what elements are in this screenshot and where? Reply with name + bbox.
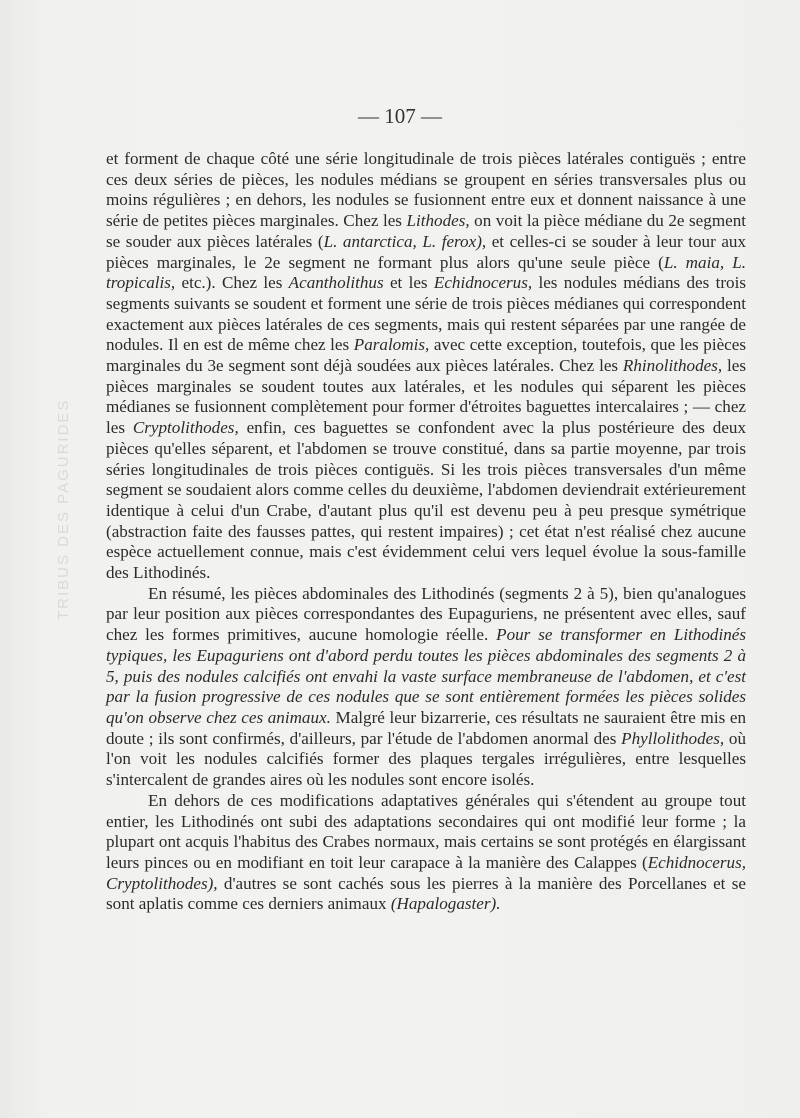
italic-run: Paralomis, <box>353 335 430 355</box>
text-run: et forment de chaque côté une série longitudinale de trois pièces latérales contiguës ; entre ces deux séries de pièces, les nodules médians se groupent en séries transversales plus ou moins régulières ; en dehors, les nodules se fusionnent entre eux et donnent naissance à une série de petites pièces marginales. Chez les <box>106 149 746 231</box>
text-run: où l'on voit les nodules calcifiés former des plaques tergales irrégulières, entre lesquelles s'intercalent de grandes aires où les nodules sont encore isolés. <box>106 728 747 790</box>
text-run: d'autres se sont cachés sous les pierres à la manière des Porcellanes et se sont aplatis comme ces derniers animaux <box>106 873 746 914</box>
italic-run: (Hapalogaster). <box>390 894 501 914</box>
text-run: En résumé, les pièces abdominales des Lithodinés (segments 2 à 5), bien qu'analogues par leur position aux pièces correspondantes des Eupaguriens, ne présentent avec elles, sauf chez les formes primitives, aucune homologie réelle. <box>106 583 746 645</box>
italic-run: Cryptolithodes, <box>132 418 239 438</box>
paragraph-2 <box>106 584 746 791</box>
italic-run: Phyllolithodes, <box>621 728 725 748</box>
text-run: enfin, ces baguettes se confondent avec la plus postérieure des deux pièces qu'elles séparent, et l'abdomen se trouve constitué, dans sa partie moyenne, par trois séries longitudinales de trois pièces contiguës. Si les trois pièces transversales d'un même segment se soudaient alors comme celles du deuxième, l'abdomen deviendrait extérieurement identique à celui d'un Crabe, d'autant plus qu'il est devenu peu à peu presque symétrique (abstraction faite des fausses pattes, qui restent impaires) ; cet état n'est réalisé chez aucune espèce actuellement connue, mais c'est évidemment celui vers lequel évolue la sous-famille des Lithodinés. <box>106 418 747 583</box>
body-text <box>106 149 746 915</box>
text-run: En dehors de ces modifications adaptatives générales qui s'étendent au groupe tout entier, les Lithodinés ont subi des adaptations secondaires qui ont modifié leur forme ; la plupart ont acquis l'habitus des Crabes normaux, mais certains se sont protégés en élargissant leurs pinces ou en modifiant en toit leur carapace à la manière des Calappes ( <box>106 790 746 872</box>
text-run: Malgré leur bizarrerie, ces résultats ne sauraient être mis en doute ; ils sont confirmés, d'ailleurs, par l'étude de l'abdomen anormal des <box>106 707 746 748</box>
italic-run: Lithodes, <box>406 211 470 231</box>
page-number: — 107 — <box>358 104 442 128</box>
side-watermark: TRIBUS DES PAGURIDES <box>55 398 72 620</box>
text-run: avec cette exception, toutefois, que les pièces marginales du 3e segment sont déjà soudées aux pièces latérales. Chez les <box>106 335 746 376</box>
italic-run: L. maia, L. tropicalis, <box>106 252 747 293</box>
text-run: et les <box>383 273 434 293</box>
paragraph-3 <box>106 791 746 915</box>
text-run: on voit la pièce médiane du 2e segment se souder aux pièces latérales ( <box>106 211 746 251</box>
italic-run: Rhinolithodes, <box>622 356 723 376</box>
text-run: et celles-ci se souder à leur tour aux pièces marginales, le 2e segment ne formant plus alors qu'une seule pièce ( <box>106 231 747 272</box>
italic-run: Pour se transformer en Lithodinés typiques, les Eupaguriens ont d'abord perdu toutes les pièces abdominales des segments 2 à 5, puis des nodules calcifiés ont envahi la vaste surface membraneuse de l'abdomen, et c'est par la fusion progressive de ces nodules que se sont entièrement formées les pièces solides qu'on observe chez ces animaux. <box>106 625 747 727</box>
italic-run: Echidnocerus, <box>433 273 533 293</box>
italic-run: L. antarctica, L. ferox), <box>323 231 487 251</box>
text-run: les nodules médians des trois segments suivants se soudent et forment une série de trois pièces médianes qui correspondent exactement aux pièces latérales de ces segments, mais qui restent séparées par une rangée de nodules. Il en est de même chez les <box>106 273 746 355</box>
paragraph-1 <box>106 149 746 584</box>
text-run: etc.). Chez les <box>175 273 289 293</box>
text-run: les pièces marginales se soudent toutes aux latérales, et les nodules qui séparent les pièces médianes se fusionnent complètement pour former d'étroites baguettes intercalaires ; — chez les <box>106 356 746 438</box>
italic-run: Acantholithus <box>288 273 384 293</box>
italic-run: Echidnocerus, Cryptolithodes), <box>106 852 746 893</box>
